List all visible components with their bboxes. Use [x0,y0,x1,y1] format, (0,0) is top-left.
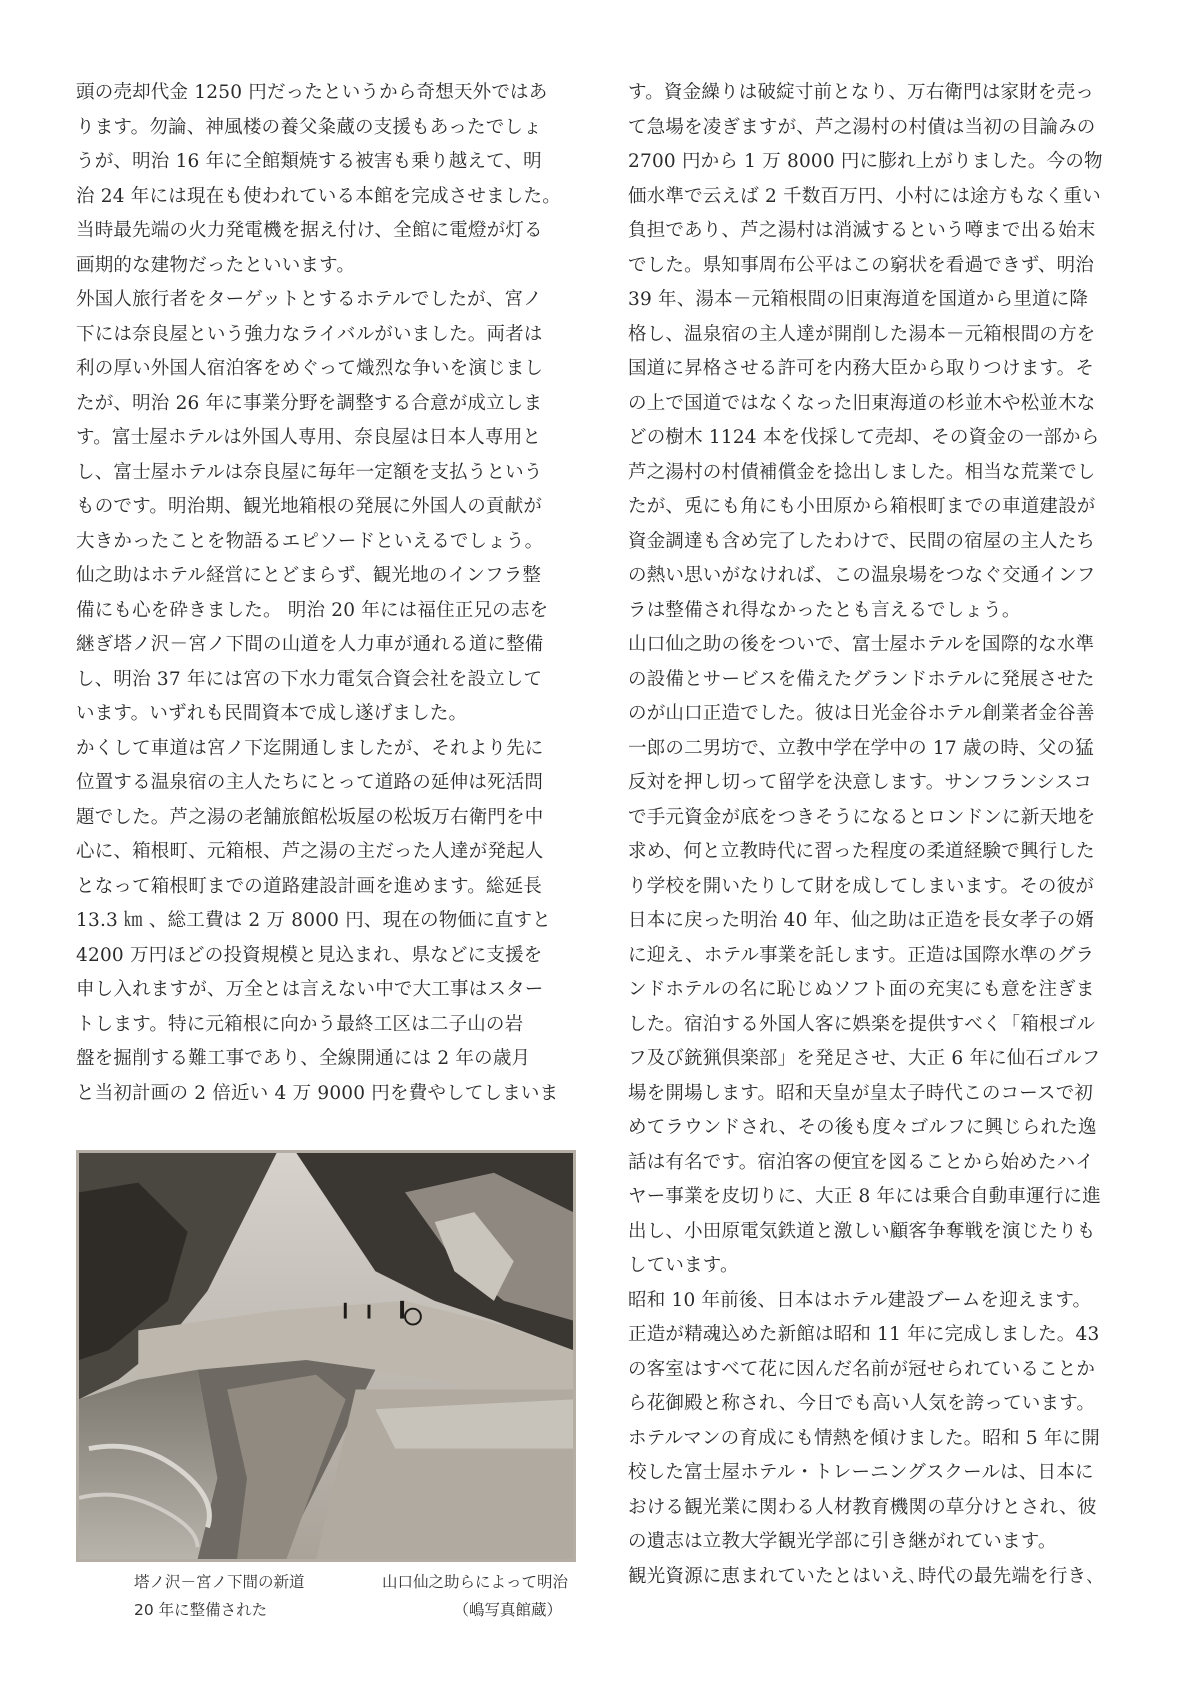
mountain-road-photo [79,1153,573,1559]
historical-photo [76,1150,576,1562]
text-line: 芦之湯村の村債補償金を捻出しました。相当な荒業でし [628,461,1096,483]
text-line: 正造が精魂込めた新館は昭和 11 年に完成しました。43 [628,1324,1100,1345]
text-line: す。資金繰りは破綻寸前となり、万右衛門は家財を売っ [628,82,1095,103]
text-line: 下には奈良屋という強力なライバルがいました。両者は [76,323,543,345]
text-line: 資金調達も含め完了したわけで、民間の宿屋の主人たち [628,530,1096,552]
text-line: ホテルマンの育成にも情熱を傾けました。昭和 5 年に開 [628,1427,1101,1449]
text-line: たが、兎にも角にも小田原から箱根町までの車道建設が [628,496,1096,517]
text-line: の熱い思いがなければ、この温泉場をつなぐ交通インフ [628,565,1096,586]
text-line: と当初計画の 2 倍近い 4 万 9000 円を費やしてしまいま [76,1082,559,1104]
text-line: の設備とサービスを備えたグランドホテルに発展させた [628,668,1095,690]
text-line: となって箱根町までの道路建設計画を進めます。総延長 [76,875,543,897]
text-line: 負担であり、芦之湯村は消滅するという噂まで出る始末 [628,220,1096,241]
text-line: 反対を押し切って留学を決意します。サンフランシスコ [628,772,1093,793]
text-line: 頭の売却代金 1250 円だったというから奇想天外ではあ [76,82,548,103]
text-line: 話は有名です。宿泊客の便宜を図ることから始めたハイ [628,1151,1095,1173]
text-line: 求め、何と立教時代に習った程度の柔道経験で興行した [628,841,1095,862]
text-line: ヤー事業を皮切りに、大正 8 年には乗合自動車運行に進 [628,1186,1101,1207]
text-line: のが山口正造でした。彼は日光金谷ホテル創業者金谷善 [628,703,1095,724]
text-line: 13.3 ㎞ 、総工費は 2 万 8000 円、現在の物価に直すと [76,910,551,931]
text-line: しています。 [628,1255,739,1276]
text-line: 場を開場します。昭和天皇が皇太子時代このコースで初 [628,1082,1094,1104]
text-line: 価水準で云えば 2 千数百万円、小村には途方もなく重い [628,185,1101,207]
left-text-column [76,76,576,1111]
text-line: 申し入れますが、万全とは言えない中で大工事はスター [76,979,544,1000]
caption-line2-right: （嶋写真館蔵） [453,1601,562,1619]
text-line: ら花御殿と称され、今日でも高い人気を誇っています。 [628,1393,1096,1414]
text-line: の客室はすべて花に因んだ名前が冠せられていることか [628,1358,1096,1380]
text-line: うが、明治 16 年に全館類焼する被害も乗り越えて、明 [76,151,542,172]
text-line: し、明治 37 年には宮の下水力電気合資会社を設立して [76,668,543,690]
text-line: 4200 万円ほどの投資規模と見込まれ、県などに支援を [76,944,543,966]
right-text-column [628,76,1128,1594]
text-line: 2700 円から 1 万 8000 円に膨れ上がりました。今の物 [628,151,1103,172]
text-line: の上で国道ではなくなった旧東海道の杉並木や松並木な [628,392,1096,414]
text-line: 位置する温泉宿の主人たちにとって道路の延伸は死活問 [76,772,544,793]
text-line: どの樹木 1124 本を伐採して売却、その資金の一部から [628,427,1100,448]
text-line: トします。特に元箱根に向かう最終工区は二子山の岩 [76,1013,524,1035]
text-line: 外国人旅行者をターゲットとするホテルでしたが、宮ノ [76,289,542,310]
text-line: 盤を掘削する難工事であり、全線開通には 2 年の歳月 [76,1048,531,1069]
text-line: の遺志は立教大学観光学部に引き継がれています。 [628,1531,1057,1552]
text-line: ります。勿論、神風楼の養父粂蔵の支援もあったでしょ [76,116,542,138]
text-line: した。宿泊する外国人客に娯楽を提供すべく「箱根ゴル [628,1013,1096,1035]
text-line: 観光資源に恵まれていたとはいえ､時代の最先端を行き､ [628,1565,1096,1587]
text-line: 心に、箱根町、元箱根、芦之湯の主だった人達が発起人 [76,841,544,862]
text-line: 大きかったことを物語るエピソードといえるでしょう。 [76,530,544,552]
text-line: り学校を開いたりして財を成してしまいます。その彼が [628,875,1095,897]
text-line: います。いずれも民間資本で成し遂げました。 [76,703,468,724]
text-line: 日本に戻った明治 40 年、仙之助は正造を長女孝子の婿 [628,910,1095,931]
text-line: 治 24 年には現在も使われている本館を完成させました。 [76,185,561,207]
text-line: で手元資金が底をつきそうになるとロンドンに新天地を [628,806,1096,828]
text-line: めてラウンドされ、その後も度々ゴルフに興じられた逸 [628,1117,1097,1138]
text-line: 継ぎ塔ノ沢－宮ノ下間の山道を人力車が通れる道に整備 [76,634,544,655]
caption-line1-right: 山口仙之助らによって明治 [381,1573,568,1591]
text-line: 題でした。芦之湯の老舗旅館松坂屋の松坂万右衛門を中 [76,806,544,828]
text-line: でした。県知事周布公平はこの窮状を看過できず、明治 [628,254,1095,276]
text-line: す。富士屋ホテルは外国人専用、奈良屋は日本人専用と [76,427,542,448]
caption-line1-left: 塔ノ沢－宮ノ下間の新道 [134,1573,305,1591]
photo-caption [76,1568,576,1624]
text-line: 仙之助はホテル経営にとどまらず、観光地のインフラ整 [76,565,542,586]
text-line: 39 年、湯本－元箱根間の旧東海道を国道から里道に降 [628,289,1089,310]
text-line: に迎え、ホテル事業を託します。正造は国際水準のグラ [628,944,1095,966]
text-line: 備にも心を砕きました。 明治 20 年には福住正兄の志を [76,599,549,621]
text-line: たが、明治 26 年に事業分野を調整する合意が成立しま [76,392,543,414]
text-line: 当時最先端の火力発電機を据え付け、全館に電燈が灯る [76,220,543,241]
text-line: フ及び銃猟倶楽部」を発足させ、大正 6 年に仙石ゴルフ [628,1048,1101,1069]
text-line: おける観光業に関わる人材教育機関の草分けとされ、彼 [628,1496,1097,1518]
text-line: 国道に昇格させる許可を内務大臣から取りつけます。そ [628,358,1095,379]
text-line: 出し、小田原電気鉄道と激しい顧客争奪戦を演じたりも [628,1220,1096,1242]
text-line: し、富士屋ホテルは奈良屋に毎年一定額を支払うという [76,461,543,483]
text-line: 校した富士屋ホテル・トレーニングスクールは、日本に [628,1462,1094,1483]
text-line: 利の厚い外国人宿泊客をめぐって熾烈な争いを演じまし [76,358,544,379]
text-line: 画期的な建物だったといいます。 [76,254,356,276]
text-line: 格し、温泉宿の主人達が開削した湯本－元箱根間の方を [628,323,1096,345]
caption-line2-left: 20 年に整備された [134,1601,268,1619]
text-line: 山口仙之助の後をついで、富士屋ホテルを国際的な水準 [628,634,1095,655]
text-line: 一郎の二男坊で、立教中学在学中の 17 歳の時、父の猛 [628,737,1094,759]
text-line: かくして車道は宮ノ下迄開通しましたが、それより先に [76,737,544,759]
text-line: 昭和 10 年前後、日本はホテル建設ブームを迎えます。 [628,1289,1092,1311]
text-line: て急場を凌ぎますが、芦之湯村の村債は当初の目論みの [628,116,1096,138]
text-line: ラは整備され得なかったとも言えるでしょう。 [628,599,1021,621]
text-line: ンドホテルの名に恥じぬソフト面の充実にも意を注ぎま [628,979,1095,1000]
text-line: ものです。明治期、観光地箱根の発展に外国人の貢献が [76,496,543,517]
